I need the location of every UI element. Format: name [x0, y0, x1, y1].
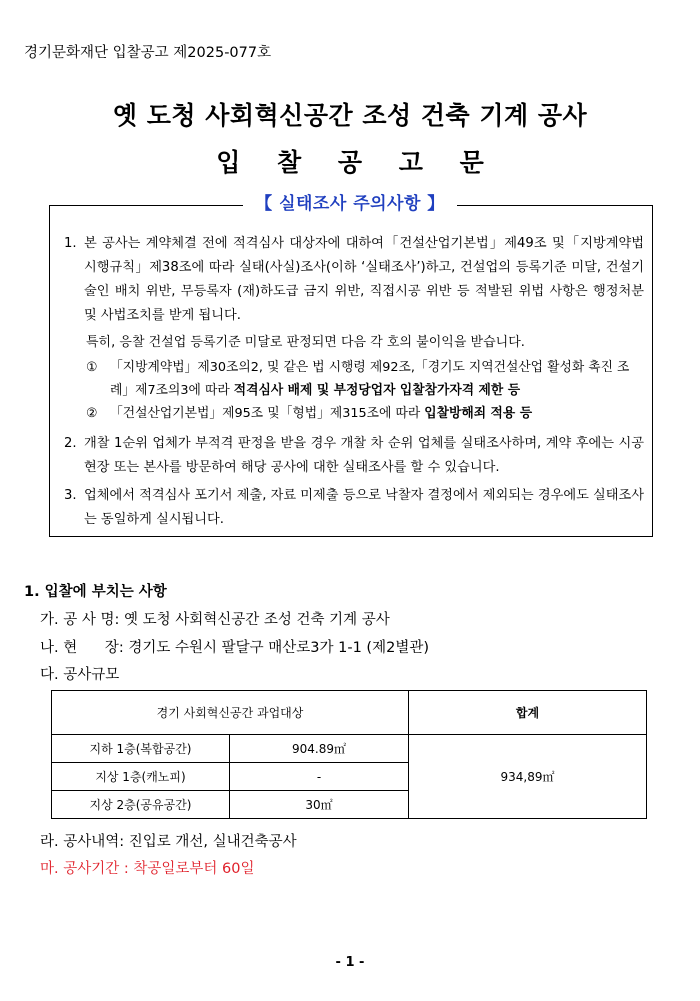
- scale-table: [51, 690, 647, 819]
- table-header-row: [52, 691, 647, 735]
- notice-heading-text: 【 실태조사 주의사항 】: [243, 194, 457, 214]
- notice-circle-1: [86, 356, 646, 402]
- project-name: 가. 공 사 명: 옛 도청 사회혁신공간 조성 건축 기계 공사: [40, 612, 390, 628]
- page-number: - 1 -: [335, 955, 365, 970]
- notice-item-3: [64, 484, 644, 532]
- project-scale-label: 다. 공사규모: [40, 667, 120, 683]
- table-cell-floor: 지상 1층(캐노피): [52, 763, 230, 791]
- table-cell-area: 30㎡: [230, 791, 409, 819]
- notice-special: 특히, 응찰 건설업 등록기준 미달로 판정되면 다음 각 호의 불이익을 받습니다.: [86, 335, 525, 350]
- circle-2-bold-text: 입찰방해죄 적용 등: [424, 406, 533, 421]
- circle-1-bold-text: 적격심사 배제 및 부정당업자 입찰참가자격 제한 등: [233, 383, 521, 398]
- notice-item-2: [64, 432, 644, 480]
- project-site: 나. 현 장: 경기도 수원시 팔달구 매산로3가 1-1 (제2별관): [40, 640, 429, 656]
- work-details: 라. 공사내역: 진입로 개선, 실내건축공사: [40, 834, 297, 850]
- circle-2-number: ②: [86, 406, 98, 421]
- document-number: 경기문화재단 입찰공고 제2025-077호: [24, 45, 272, 61]
- notice-item-1-number: 1.: [64, 236, 77, 251]
- notice-heading: [0, 189, 700, 214]
- notice-item-2-number: 2.: [64, 436, 77, 451]
- table-row: [52, 735, 647, 763]
- page-subtitle: 입 찰 공 고 문: [216, 148, 498, 177]
- page-title: 옛 도청 사회혁신공간 조성 건축 기계 공사: [112, 101, 588, 130]
- construction-period: 마. 공사기간 : 착공일로부터 60일: [40, 861, 255, 877]
- table-cell-total: 934,89㎡: [409, 735, 647, 819]
- table-cell-area: -: [230, 763, 409, 791]
- circle-2-text: 「건설산업기본법」제95조 및「형법」제315조에 따라: [110, 406, 425, 421]
- notice-circle-2: [86, 402, 646, 425]
- section-1-heading: 1. 입찰에 부치는 사항: [24, 584, 167, 600]
- notice-item-1-text: 본 공사는 계약체결 전에 적격심사 대상자에 대하여「건설산업기본법」제49조 및「지방계약법 시행규칙」제38조에 따라 실태(사실)조사(이하 ‘실태조사’)하고, 건설업의 등록기준 미달, 건설기술인 배치 위반, 무등록자 (재)하도급 금지 위반, 직접시공 위반 등 적발된 위법 사항은 행정처분 및 사법조치를 받게 됩니다.: [84, 236, 644, 323]
- table-cell-floor: 지하 1층(복합공간): [52, 735, 230, 763]
- notice-item-3-text: 업체에서 적격심사 포기서 제출, 자료 미제출 등으로 낙찰자 결정에서 제외되는 경우에도 실태조사는 동일하게 실시됩니다.: [84, 488, 644, 527]
- circle-1-number: ①: [86, 360, 98, 375]
- table-header-total: 합계: [409, 691, 647, 735]
- table-header-main: 경기 사회혁신공간 과업대상: [52, 691, 409, 735]
- notice-item-2-text: 개찰 1순위 업체가 부적격 판정을 받을 경우 개찰 차 순위 업체를 실태조사하며, 계약 후에는 시공 현장 또는 본사를 방문하여 해당 공사에 대한 실태조사를 할 수 있습니다.: [84, 436, 644, 475]
- notice-item-1: [64, 232, 644, 328]
- table-cell-area: 904.89㎡: [230, 735, 409, 763]
- table-cell-floor: 지상 2층(공유공간): [52, 791, 230, 819]
- circle-1-text: 「지방계약법」제30조의2, 및 같은 법 시행령 제92조,「경기도 지역건설산업 활성화 촉진 조례」제7조의3에 따라: [110, 360, 630, 398]
- notice-item-3-number: 3.: [64, 488, 77, 503]
